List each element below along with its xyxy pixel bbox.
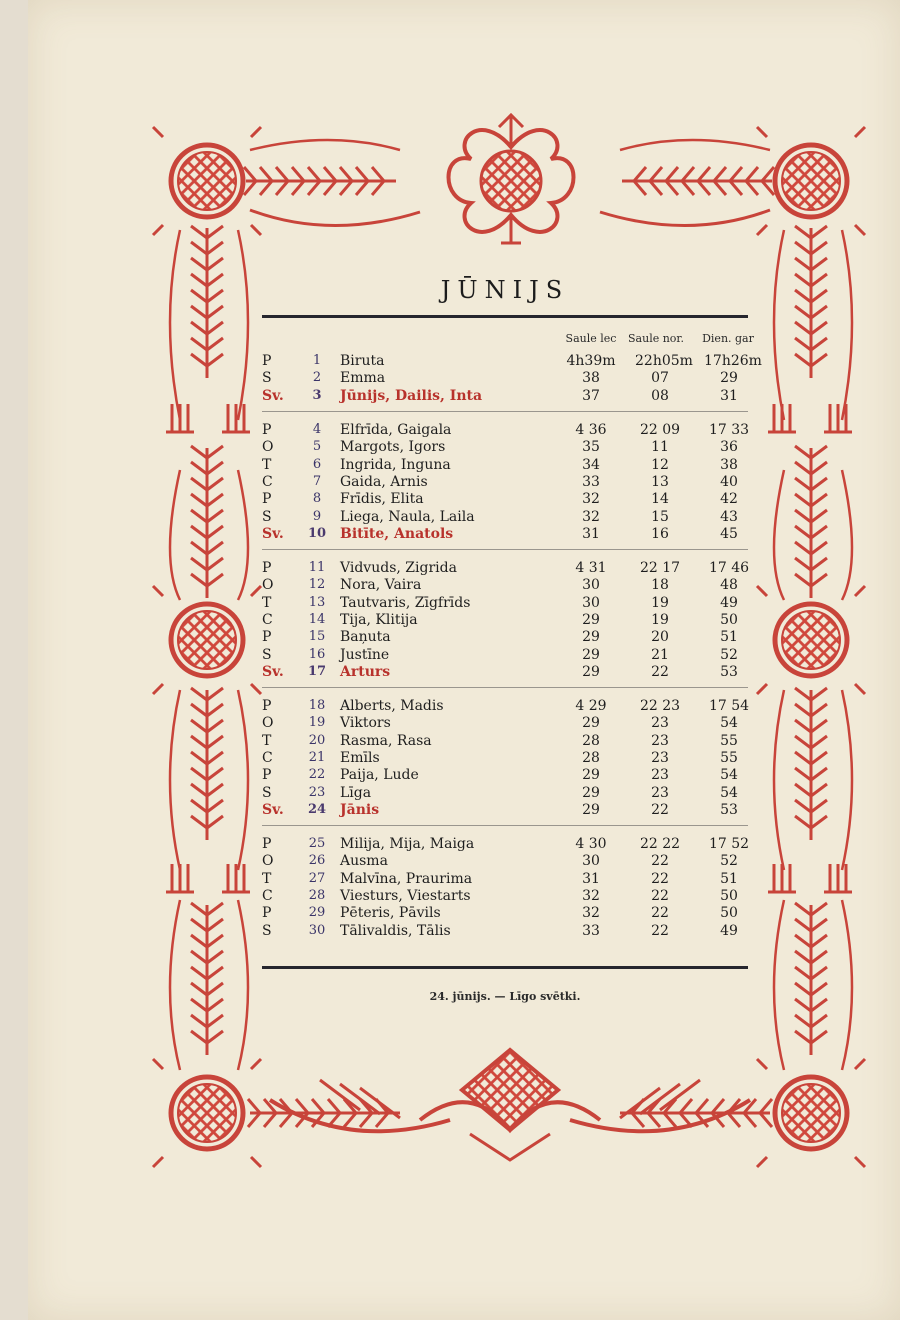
week-divider: [262, 825, 748, 826]
calendar-row: [0, 508, 900, 526]
day-length-value: 48: [720, 577, 738, 594]
day-length-value: 43: [720, 508, 738, 525]
sunrise-value: 30: [582, 577, 600, 594]
day-length-value: 50: [720, 611, 738, 628]
day-number: 25: [308, 836, 326, 851]
name-day: Milija, Mija, Maiga: [340, 836, 475, 852]
header-sunset: Saule nor.: [628, 332, 684, 345]
day-of-week: P: [262, 353, 272, 369]
calendar-row: [0, 904, 900, 922]
day-length-value: 54: [720, 715, 738, 732]
day-length-value: 52: [720, 646, 738, 663]
day-length-value: 54: [720, 767, 738, 784]
day-of-week: C: [262, 473, 273, 490]
sunrise-value: 32: [582, 905, 600, 922]
sunset-value: 15: [651, 508, 669, 525]
sunrise-value: 30: [582, 853, 600, 870]
calendar-row: [0, 852, 900, 870]
day-length-value: 55: [720, 732, 738, 749]
name-day: Līga: [340, 784, 372, 801]
day-number: 16: [308, 646, 326, 662]
name-day: Rasma, Rasa: [340, 732, 432, 749]
sunset-value: 12: [651, 456, 669, 473]
day-number: 5: [312, 439, 322, 455]
day-number: 13: [308, 594, 326, 610]
calendar-row: [0, 456, 900, 474]
name-day: Paija, Lude: [340, 767, 419, 784]
sunrise-value: 30: [582, 594, 600, 611]
day-of-week: C: [262, 887, 273, 904]
day-of-week: S: [262, 370, 272, 387]
day-of-week: P: [262, 905, 272, 922]
sunset-value: 19: [651, 611, 669, 628]
day-of-week: S: [262, 508, 272, 525]
sunset-value: 18: [651, 577, 669, 594]
day-of-week: P: [262, 629, 272, 646]
day-number: 2: [312, 370, 322, 386]
day-of-week: Sv.: [262, 663, 284, 680]
day-number: 20: [308, 732, 326, 748]
day-length-value: 45: [720, 525, 738, 542]
day-of-week: P: [262, 491, 272, 508]
sunset-value: 22: [651, 853, 669, 870]
calendar-row: [0, 835, 900, 853]
day-length-value: 53: [720, 801, 738, 818]
day-length-value: 51: [720, 629, 738, 646]
sunset-value: 21: [651, 646, 669, 663]
calendar-row: [0, 628, 900, 646]
calendar-row: [0, 421, 900, 439]
day-length-value: 31: [720, 387, 738, 404]
name-day: Alberts, Madis: [340, 698, 444, 714]
day-of-week: C: [262, 749, 273, 766]
day-of-week: P: [262, 560, 272, 576]
day-number: 8: [312, 491, 322, 507]
sunset-value: 23: [651, 715, 669, 732]
day-of-week: P: [262, 422, 272, 438]
day-number: 3: [312, 387, 322, 403]
sunset-value: 22 09: [639, 422, 681, 438]
day-of-week: Sv.: [262, 801, 284, 818]
bottom-motif: [270, 1050, 750, 1160]
day-of-week: P: [262, 698, 272, 714]
calendar-row: [0, 473, 900, 491]
day-length-value: 51: [720, 870, 738, 887]
name-day: Malvīna, Praurima: [340, 870, 473, 887]
calendar-row: [0, 922, 900, 940]
name-day: Jānis: [340, 801, 380, 818]
day-number: 9: [312, 508, 322, 524]
name-day: Nora, Vaira: [340, 577, 422, 594]
day-number: 19: [308, 715, 326, 731]
sunset-value: 22 22: [639, 836, 681, 852]
sunset-value: 11: [651, 439, 669, 456]
sunset-value: 13: [651, 473, 669, 490]
top-rule: [262, 315, 748, 318]
sunrise-value: 29: [582, 784, 600, 801]
footnote: 24. jūnijs. — Līgo svētki.: [429, 990, 581, 1003]
sunrise-value: 34: [582, 456, 600, 473]
sunrise-value: 37: [582, 387, 600, 404]
sunset-value: 22: [651, 870, 669, 887]
sunset-value: 14: [651, 491, 669, 508]
name-day: Bitīte, Anatols: [340, 525, 454, 542]
sunset-value: 23: [651, 784, 669, 801]
sunset-value: 19: [651, 594, 669, 611]
calendar-row: [0, 870, 900, 888]
day-number: 21: [308, 749, 326, 765]
day-number: 22: [308, 767, 326, 783]
calendar-row: [0, 387, 900, 405]
calendar-row: [0, 594, 900, 612]
day-length-value: 49: [720, 922, 738, 939]
sunrise-value: 35: [582, 439, 600, 456]
day-number: 7: [312, 473, 322, 489]
day-of-week: Sv.: [262, 387, 284, 404]
day-number: 4: [312, 422, 322, 437]
sunset-value: 23: [651, 767, 669, 784]
calendar-row: [0, 697, 900, 715]
sunset-value: 08: [651, 387, 669, 404]
calendar-row: [0, 369, 900, 387]
day-of-week: P: [262, 767, 272, 784]
day-length-value: 17 46: [708, 560, 750, 576]
sunrise-value: 38: [582, 370, 600, 387]
calendar-row: [0, 887, 900, 905]
sunset-value: 22: [651, 905, 669, 922]
week-divider: [262, 549, 748, 550]
name-day: Baņuta: [340, 629, 391, 646]
day-number: 6: [312, 456, 322, 472]
day-number: 26: [308, 853, 326, 869]
sunset-value: 22 17: [639, 560, 681, 576]
day-number: 12: [308, 577, 326, 593]
day-length-value: 50: [720, 887, 738, 904]
day-length-value: 49: [720, 594, 738, 611]
sunrise-value: 29: [582, 663, 600, 680]
day-of-week: O: [262, 577, 274, 594]
name-day: Frīdis, Elita: [340, 491, 424, 508]
sunrise-value: 28: [582, 749, 600, 766]
name-day: Ausma: [340, 853, 388, 870]
day-number: 24: [307, 801, 327, 817]
sunset-value: 20: [651, 629, 669, 646]
day-number: 30: [308, 922, 326, 938]
sunrise-value: 32: [582, 508, 600, 525]
day-length-value: 38: [720, 456, 738, 473]
day-number: 27: [308, 870, 326, 886]
header-day-length: Dien. gar: [702, 332, 754, 345]
sunrise-value: 29: [582, 715, 600, 732]
day-number: 29: [308, 905, 326, 921]
day-length-value: 17h26m: [704, 353, 762, 369]
sunrise-value: 4 29: [575, 698, 607, 714]
sunrise-value: 33: [582, 922, 600, 939]
calendar-row: [0, 801, 900, 819]
calendar-row: [0, 559, 900, 577]
day-of-week: Sv.: [262, 525, 284, 542]
name-day: Emma: [340, 370, 386, 387]
sunrise-value: 4 36: [575, 422, 607, 438]
sunrise-value: 31: [582, 525, 600, 542]
day-number: 18: [308, 698, 326, 713]
calendar-row: [0, 576, 900, 594]
name-day: Elfrīda, Gaigala: [340, 422, 452, 438]
day-of-week: S: [262, 922, 272, 939]
day-length-value: 29: [720, 370, 738, 387]
day-length-value: 36: [720, 439, 738, 456]
calendar-row: [0, 438, 900, 456]
calendar-row: [0, 352, 900, 370]
day-number: 28: [308, 887, 326, 903]
day-of-week: C: [262, 611, 273, 628]
sunrise-value: 29: [582, 646, 600, 663]
sunrise-value: 33: [582, 473, 600, 490]
calendar-row: [0, 732, 900, 750]
calendar-row: [0, 714, 900, 732]
name-day: Justīne: [340, 646, 390, 663]
day-number: 1: [312, 353, 322, 368]
sunrise-value: 29: [582, 629, 600, 646]
name-day: Biruta: [340, 353, 385, 369]
header-sunrise: Saule lec: [565, 332, 617, 345]
day-number: 15: [308, 629, 326, 645]
day-length-value: 54: [720, 784, 738, 801]
day-of-week: O: [262, 715, 274, 732]
name-day: Margots, Igors: [340, 439, 446, 456]
day-length-value: 17 33: [708, 422, 750, 438]
day-length-value: 17 52: [708, 836, 750, 852]
day-number: 10: [307, 525, 327, 541]
sunrise-value: 29: [582, 611, 600, 628]
sunset-value: 23: [651, 749, 669, 766]
name-day: Viktors: [340, 715, 391, 732]
day-of-week: S: [262, 646, 272, 663]
day-of-week: T: [262, 456, 272, 473]
day-number: 23: [308, 784, 326, 800]
day-of-week: O: [262, 439, 274, 456]
name-day: Gaida, Arnis: [340, 473, 428, 490]
sunset-value: 22: [651, 922, 669, 939]
month-title: JŪNIJS: [440, 276, 570, 304]
name-day: Ingrida, Inguna: [340, 456, 451, 473]
sunset-value: 22: [651, 663, 669, 680]
name-day: Viesturs, Viestarts: [340, 887, 471, 904]
day-length-value: 52: [720, 853, 738, 870]
day-length-value: 50: [720, 905, 738, 922]
name-day: Emīls: [340, 749, 380, 766]
day-of-week: O: [262, 853, 274, 870]
sunset-value: 07: [651, 370, 669, 387]
sunrise-value: 32: [582, 887, 600, 904]
sunset-value: 22 23: [639, 698, 681, 714]
week-divider: [262, 687, 748, 688]
sunrise-value: 29: [582, 801, 600, 818]
week-divider: [262, 411, 748, 412]
sunset-value: 22: [651, 801, 669, 818]
day-of-week: T: [262, 594, 272, 611]
sunrise-value: 28: [582, 732, 600, 749]
name-day: Liega, Naula, Laila: [340, 508, 475, 525]
name-day: Arturs: [340, 663, 391, 680]
calendar-row: [0, 784, 900, 802]
sunset-value: 23: [651, 732, 669, 749]
calendar-row: [0, 749, 900, 767]
name-day: Tija, Klitija: [340, 611, 418, 628]
sunrise-value: 4 30: [575, 836, 607, 852]
day-length-value: 40: [720, 473, 738, 490]
sunrise-value: 29: [582, 767, 600, 784]
day-of-week: S: [262, 784, 272, 801]
name-day: Pēteris, Pāvils: [340, 905, 441, 922]
name-day: Tautvaris, Zīgfrīds: [340, 594, 471, 611]
day-number: 11: [308, 560, 326, 575]
sunset-value: 22: [651, 887, 669, 904]
day-of-week: T: [262, 870, 272, 887]
name-day: Vidvuds, Zigrida: [340, 560, 457, 576]
calendar-row: [0, 663, 900, 681]
sunset-value: 22h05m: [635, 353, 693, 369]
calendar-row: [0, 646, 900, 664]
sunrise-value: 4 31: [575, 560, 607, 576]
top-flower: [449, 115, 574, 243]
sunset-value: 16: [651, 525, 669, 542]
day-length-value: 53: [720, 663, 738, 680]
name-day: Jūnijs, Dailis, Inta: [340, 387, 483, 404]
day-number: 14: [308, 611, 326, 627]
day-length-value: 55: [720, 749, 738, 766]
day-length-value: 17 54: [708, 698, 750, 714]
name-day: Tālivaldis, Tālis: [340, 922, 451, 939]
day-of-week: T: [262, 732, 272, 749]
sunrise-value: 31: [582, 870, 600, 887]
day-of-week: P: [262, 836, 272, 852]
bottom-rule: [262, 966, 748, 969]
calendar-row: [0, 766, 900, 784]
day-number: 17: [307, 663, 327, 679]
day-length-value: 42: [720, 491, 738, 508]
sunrise-value: 32: [582, 491, 600, 508]
sunrise-value: 4h39m: [566, 353, 616, 369]
calendar-row: [0, 525, 900, 543]
calendar-row: [0, 490, 900, 508]
calendar-row: [0, 611, 900, 629]
